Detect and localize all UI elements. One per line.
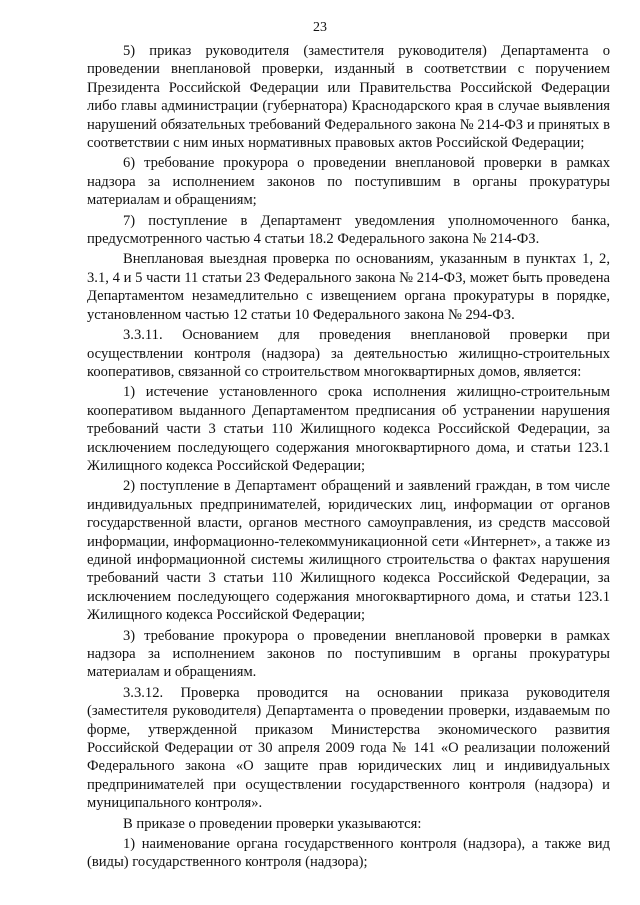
paragraph-unscheduled-field-inspection: Внеплановая выездная проверка по основаниям, указанным в пунктах 1, 2, 3.1, 4 и 5 части 11 статьи 23 Федерального закона № 214-ФЗ, может быть проведена Департаментом незамедлительно с извещением органа прокуратуры в порядке, установленном частью 12 статьи 10 Федерального закона № 294-ФЗ. [87,251,610,323]
document-body [87,42,610,872]
paragraph-3-3-11-item-3: 3) требование прокурора о проведении внеплановой проверки в рамках надзора за исполнением законов по поступившим в органы прокуратуры материалам и обращениям. [87,627,610,681]
paragraph-item-7-bank-notice: 7) поступление в Департамент уведомления уполномоченного банка, предусмотренного частью 4 статьи 18.2 Федерального закона № 214-ФЗ. [87,212,610,248]
page-number: 23 [313,20,327,35]
paragraph-item-5-order: 5) приказ руководителя (заместителя руководителя) Департамента о проведении внеплановой проверки, изданный в соответствии с поручением Президента Российской Федерации или Правительства Российской Федерации либо главы администрации (губернатора) Краснодарского края в случае выявления нарушений обязательных требований Федерального закона № 214-ФЗ и принятых в соответствии с ним иных нормативных правовых актов Российской Федерации; [87,43,610,152]
paragraph-item-6-prosecutor-request: 6) требование прокурора о проведении внеплановой проверки в рамках надзора за исполнением законов по поступившим в органы прокуратуры материалам и обращениям; [87,155,610,209]
paragraph-3-3-11-item-1: 1) истечение установленного срока исполнения жилищно-строительным кооперативом выданного Департаментом предписания об устранении нарушения требований части 3 статьи 110 Жилищного кодекса Российской Федерации, за исключением последующего содержания многоквартирного дома, и статьи 123.1 Жилищного кодекса Российской Федерации; [87,384,610,474]
paragraph-3-3-11-item-2: 2) поступление в Департамент обращений и заявлений граждан, в том числе индивидуальных предпринимателей, юридических лиц, информации от органов государственной власти, органов местного самоуправления, из средств массовой информации, информационно-телекоммуникационной сети «Интернет», а также из единой информационной системы жилищного строительства о фактах нарушения требований части 3 статьи 110 Жилищного кодекса Российской Федерации, за исключением последующего содержания многоквартирного дома, и статьи 123.1 Жилищного кодекса Российской Федерации; [87,478,610,624]
paragraph-3-3-11: 3.3.11. Основанием для проведения внеплановой проверки при осуществлении контроля (надзора) за деятельностью жилищно-строительных кооперативов, связанной со строительством многоквартирных домов, является: [87,327,610,380]
paragraph-order-contents-item-1: 1) наименование органа государственного контроля (надзора), а также вид (виды) государственного контроля (надзора); [87,836,610,871]
paragraph-3-3-12: 3.3.12. Проверка проводится на основании приказа руководителя (заместителя руководителя) Департамента о проведении проверки, издаваемым по форме, утвержденной приказом Министерства экономического развития Российской Федерации от 30 апреля 2009 года № 141 «О реализации положений Федерального закона «О защите прав юридических лиц и индивидуальных предпринимателей при осуществлении государственного контроля (надзора) и муниципального контроля». [87,684,610,812]
paragraph-order-contents-intro: В приказе о проведении проверки указываются: [123,815,422,832]
